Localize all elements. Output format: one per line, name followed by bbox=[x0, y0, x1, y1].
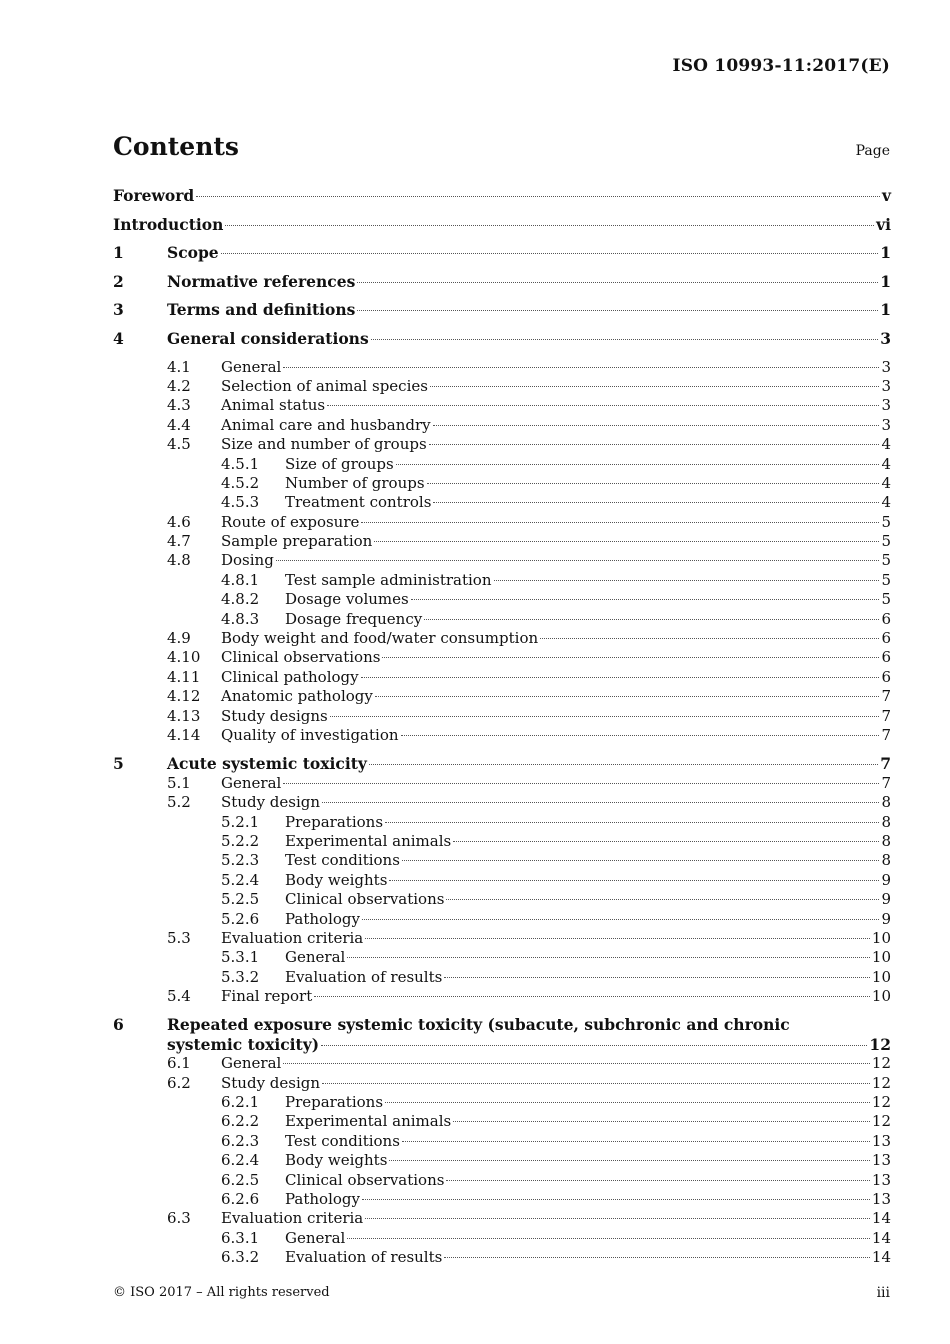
toc-entry-number: 4.4 bbox=[167, 415, 191, 434]
dot-leader bbox=[433, 501, 879, 503]
toc-entry[interactable] bbox=[113, 910, 891, 929]
toc-entry[interactable] bbox=[113, 377, 891, 396]
toc-entry-number: 4.9 bbox=[167, 629, 191, 648]
toc-entry-page: 3 bbox=[881, 396, 891, 415]
toc-entry-page: 13 bbox=[871, 1151, 891, 1170]
toc-entry[interactable] bbox=[113, 832, 891, 851]
toc-entry-number: 5.2.1 bbox=[221, 812, 260, 831]
toc-entry-title: Foreword bbox=[113, 186, 195, 205]
dot-leader bbox=[444, 1256, 870, 1258]
toc-entry-title: Evaluation criteria bbox=[221, 928, 364, 947]
toc-entry-number: 6 bbox=[113, 1015, 124, 1035]
toc-entry-number: 4.3 bbox=[167, 396, 191, 415]
toc-entry[interactable] bbox=[113, 1190, 891, 1209]
dot-leader bbox=[430, 385, 880, 387]
toc-entry-page: 10 bbox=[871, 948, 891, 967]
dot-leader bbox=[322, 801, 879, 803]
toc-entry[interactable] bbox=[113, 532, 891, 551]
toc-entry-title: Number of groups bbox=[285, 473, 425, 492]
toc-entry-title: Evaluation of results bbox=[285, 1248, 443, 1267]
toc-entry-page: 8 bbox=[881, 851, 891, 870]
dot-leader bbox=[361, 521, 879, 523]
dot-leader bbox=[283, 366, 879, 368]
dot-leader bbox=[453, 840, 879, 842]
toc-entry-number: 4.10 bbox=[167, 648, 201, 667]
dot-leader bbox=[276, 559, 880, 561]
toc-entry[interactable] bbox=[113, 435, 891, 454]
toc-entry-title: Final report bbox=[221, 987, 313, 1006]
toc-entry[interactable] bbox=[113, 610, 891, 629]
toc-entry-page: 14 bbox=[871, 1248, 891, 1267]
toc-entry-page: 4 bbox=[881, 473, 891, 492]
toc-entry-page: 5 bbox=[881, 532, 891, 551]
toc-entry-number: 5.2.5 bbox=[221, 890, 260, 909]
toc-entry-number: 5.2 bbox=[167, 793, 191, 812]
dot-leader bbox=[347, 956, 870, 958]
toc-entry-title: Test sample administration bbox=[285, 570, 492, 589]
toc-entry-title: Selection of animal species bbox=[221, 376, 428, 395]
dot-leader bbox=[371, 338, 879, 340]
toc-entry[interactable] bbox=[113, 1074, 891, 1093]
toc-entry[interactable] bbox=[113, 474, 891, 493]
toc-entry[interactable] bbox=[113, 1229, 891, 1248]
toc-entry-page: vi bbox=[876, 214, 891, 234]
toc-entry-title: Size of groups bbox=[285, 454, 394, 473]
toc-entry-number: 4.8.1 bbox=[221, 570, 260, 589]
toc-entry-page: 13 bbox=[871, 1189, 891, 1208]
toc-entry-title: General considerations bbox=[167, 328, 369, 348]
toc-entry[interactable] bbox=[113, 1112, 891, 1131]
toc-entry[interactable] bbox=[113, 1015, 891, 1034]
dot-leader bbox=[411, 598, 880, 600]
toc-entry-title: Evaluation of results bbox=[285, 967, 443, 986]
toc-entry-number: 1 bbox=[113, 243, 124, 263]
toc-entry[interactable] bbox=[113, 929, 891, 948]
toc-entry-page: 14 bbox=[871, 1209, 891, 1228]
toc-entry-page: 12 bbox=[871, 1093, 891, 1112]
toc-entry[interactable] bbox=[113, 300, 891, 329]
toc-entry-page: 3 bbox=[881, 376, 891, 395]
toc-entry-title: Animal status bbox=[221, 396, 326, 415]
dot-leader bbox=[446, 1179, 869, 1181]
toc-entry-title: Body weights bbox=[285, 870, 388, 889]
toc-entry-page: 6 bbox=[881, 648, 891, 667]
toc-entry-page: 10 bbox=[871, 967, 891, 986]
toc-entry[interactable] bbox=[113, 871, 891, 890]
toc-entry-page: 13 bbox=[871, 1170, 891, 1189]
dot-leader bbox=[433, 424, 880, 426]
toc-entry[interactable] bbox=[113, 707, 891, 726]
toc-entry-page: 4 bbox=[881, 435, 891, 454]
toc-entry-number: 6.2.1 bbox=[221, 1093, 260, 1112]
toc-entry-number: 6.2.2 bbox=[221, 1112, 260, 1131]
toc-entry-number: 6.2.4 bbox=[221, 1151, 260, 1170]
dot-leader bbox=[385, 821, 879, 823]
toc-entry-page: 8 bbox=[881, 793, 891, 812]
toc-entry-page: 10 bbox=[871, 987, 891, 1006]
toc-entry-number: 4.7 bbox=[167, 532, 191, 551]
toc-entry-page: 7 bbox=[880, 754, 891, 774]
toc-entry-page: 7 bbox=[881, 773, 891, 792]
dot-leader bbox=[385, 1101, 870, 1103]
dot-leader bbox=[369, 763, 878, 765]
toc-entry-page: 5 bbox=[881, 590, 891, 609]
dot-leader bbox=[362, 1198, 870, 1200]
toc-entry-page: 1 bbox=[880, 243, 891, 263]
toc-entry-number: 5.3.2 bbox=[221, 967, 260, 986]
dot-leader bbox=[382, 656, 879, 658]
toc-entry[interactable] bbox=[113, 754, 891, 773]
toc-entry[interactable] bbox=[113, 968, 891, 987]
toc-entry-title: Body weights bbox=[285, 1151, 388, 1170]
dot-leader bbox=[362, 918, 879, 920]
toc-entry-page: v bbox=[881, 186, 891, 205]
toc-entry-page: 8 bbox=[881, 831, 891, 850]
toc-entry-number: 4.8.2 bbox=[221, 590, 260, 609]
toc-entry[interactable] bbox=[113, 272, 891, 301]
toc-entry-title: Study design bbox=[221, 793, 321, 812]
dot-leader bbox=[321, 1044, 867, 1046]
toc-entry[interactable] bbox=[113, 215, 891, 244]
toc-entry-number: 6.2 bbox=[167, 1073, 191, 1092]
dot-leader bbox=[357, 281, 878, 283]
toc-entry-title: Dosing bbox=[221, 551, 274, 570]
toc-entry-title: Dosage frequency bbox=[285, 609, 423, 628]
toc-entry[interactable] bbox=[113, 1093, 891, 1112]
toc-entry-number: 5.1 bbox=[167, 773, 191, 792]
toc-entry-title: Repeated exposure systemic toxicity (subacute, subchronic and chronic bbox=[167, 1015, 790, 1035]
toc-entry[interactable] bbox=[113, 243, 891, 272]
toc-entry-page: 12 bbox=[869, 1034, 891, 1054]
dot-leader bbox=[424, 618, 879, 620]
toc-entry-title: Test conditions bbox=[285, 1131, 400, 1150]
dot-leader bbox=[402, 859, 880, 861]
toc-entry[interactable] bbox=[113, 629, 891, 648]
toc-entry-number: 5.2.3 bbox=[221, 851, 260, 870]
dot-leader bbox=[361, 676, 880, 678]
toc-entry-title: Treatment controls bbox=[285, 493, 432, 512]
toc-entry-title: Introduction bbox=[113, 214, 224, 234]
toc-entry-title: Body weight and food/water consumption bbox=[221, 629, 539, 648]
toc-entry-page: 3 bbox=[881, 357, 891, 376]
dot-leader bbox=[401, 734, 880, 736]
toc-entry-title: Acute systemic toxicity bbox=[167, 754, 367, 774]
dot-leader bbox=[357, 309, 878, 311]
dot-leader bbox=[225, 224, 874, 226]
toc-entry-number: 6.2.5 bbox=[221, 1170, 260, 1189]
toc-entry-title: Experimental animals bbox=[285, 1112, 452, 1131]
toc-entry-title: Preparations bbox=[285, 1093, 384, 1112]
toc-entry-number: 4.5 bbox=[167, 435, 191, 454]
toc-entry-page: 3 bbox=[880, 328, 891, 348]
toc-entry-title: Clinical observations bbox=[221, 648, 381, 667]
dot-leader bbox=[347, 1237, 870, 1239]
toc-entry-title: Test conditions bbox=[285, 851, 400, 870]
toc-entry-page: 5 bbox=[881, 551, 891, 570]
toc-entry[interactable] bbox=[113, 590, 891, 609]
toc-entry[interactable] bbox=[113, 668, 891, 687]
dot-leader bbox=[453, 1120, 870, 1122]
toc-entry-title: Study design bbox=[221, 1073, 321, 1092]
dot-leader bbox=[402, 1140, 870, 1142]
toc-entry-page: 4 bbox=[881, 454, 891, 473]
toc-entry[interactable] bbox=[113, 813, 891, 832]
toc-entry-number: 5.2.4 bbox=[221, 870, 260, 889]
toc-entry-title: General bbox=[221, 1054, 282, 1073]
toc-entry[interactable] bbox=[113, 948, 891, 967]
toc-entry-number: 4.11 bbox=[167, 667, 201, 686]
toc-entry-title: Pathology bbox=[285, 909, 360, 928]
toc-entry-number: 4.5.3 bbox=[221, 493, 260, 512]
dot-leader bbox=[375, 695, 880, 697]
toc-entry[interactable] bbox=[113, 358, 891, 377]
toc-entry-number: 4.5.1 bbox=[221, 454, 260, 473]
toc-entry-number: 5.2.2 bbox=[221, 831, 260, 850]
toc-entry-page: 7 bbox=[881, 706, 891, 725]
toc-entry-number: 4.1 bbox=[167, 357, 191, 376]
toc-entry-number: 4.6 bbox=[167, 512, 191, 531]
toc-entry-title: Evaluation criteria bbox=[221, 1209, 364, 1228]
toc-entry-title: General bbox=[285, 948, 346, 967]
toc-entry-number: 6.3 bbox=[167, 1209, 191, 1228]
toc-entry-page: 9 bbox=[881, 870, 891, 889]
toc-entry-title: Clinical observations bbox=[285, 1170, 445, 1189]
dot-leader bbox=[429, 443, 880, 445]
footer-page-number: iii bbox=[876, 1285, 890, 1301]
toc-entry-number: 5 bbox=[113, 754, 124, 774]
toc-entry[interactable] bbox=[113, 890, 891, 909]
toc-entry-title: Experimental animals bbox=[285, 831, 452, 850]
toc-entry-page: 9 bbox=[881, 909, 891, 928]
toc-entry-title: General bbox=[285, 1228, 346, 1247]
toc-entry[interactable] bbox=[113, 513, 891, 532]
toc-entry-title: General bbox=[221, 357, 282, 376]
toc-entry-number: 6.3.1 bbox=[221, 1228, 260, 1247]
toc-entry-number: 4.8.3 bbox=[221, 609, 260, 628]
dot-leader bbox=[322, 1082, 870, 1084]
toc-entry-number: 2 bbox=[113, 271, 124, 291]
toc-entry-page: 6 bbox=[881, 667, 891, 686]
dot-leader bbox=[330, 715, 880, 717]
toc-entry-number: 6.2.6 bbox=[221, 1189, 260, 1208]
toc-entry-page: 8 bbox=[881, 812, 891, 831]
toc-entry-title: Terms and definitions bbox=[167, 300, 356, 320]
toc-entry-title-continued: systemic toxicity) bbox=[167, 1034, 320, 1054]
toc-entry-title: Clinical pathology bbox=[221, 667, 359, 686]
toc-entry-page: 13 bbox=[871, 1131, 891, 1150]
page-title: Contents bbox=[113, 132, 240, 161]
toc-entry-continuation[interactable] bbox=[113, 1035, 891, 1054]
toc-entry-number: 3 bbox=[113, 300, 124, 320]
toc-entry[interactable] bbox=[113, 1248, 891, 1267]
toc-entry-title: Pathology bbox=[285, 1189, 360, 1208]
toc-entry-page: 6 bbox=[881, 629, 891, 648]
toc-entry[interactable] bbox=[113, 726, 891, 745]
dot-leader bbox=[365, 937, 870, 939]
toc-entry-page: 5 bbox=[881, 512, 891, 531]
toc-entry-title: Quality of investigation bbox=[221, 725, 399, 744]
toc-entry-page: 12 bbox=[871, 1073, 891, 1092]
dot-leader bbox=[427, 482, 880, 484]
toc-entry[interactable] bbox=[113, 551, 891, 570]
toc-entry[interactable] bbox=[113, 455, 891, 474]
dot-leader bbox=[314, 995, 870, 997]
toc-entry[interactable] bbox=[113, 687, 891, 706]
toc-entry-page: 7 bbox=[881, 687, 891, 706]
toc-entry-page: 1 bbox=[880, 271, 891, 291]
toc-entry[interactable] bbox=[113, 329, 891, 358]
toc-entry-page: 9 bbox=[881, 890, 891, 909]
toc-entry-number: 4.13 bbox=[167, 706, 201, 725]
dot-leader bbox=[283, 1062, 870, 1064]
toc-entry-page: 6 bbox=[881, 609, 891, 628]
toc-entry[interactable] bbox=[113, 1054, 891, 1073]
dot-leader bbox=[540, 637, 879, 639]
toc-entry-number: 4.2 bbox=[167, 376, 191, 395]
toc-entry-title: Animal care and husbandry bbox=[221, 415, 431, 434]
dot-leader bbox=[327, 404, 879, 406]
dot-leader bbox=[365, 1217, 870, 1219]
toc-entry[interactable] bbox=[113, 1209, 891, 1228]
toc-entry-page: 7 bbox=[881, 725, 891, 744]
toc-entry-number: 6.2.3 bbox=[221, 1131, 260, 1150]
toc-entry-page: 5 bbox=[881, 570, 891, 589]
toc-entry-title: Clinical observations bbox=[285, 890, 445, 909]
toc-entry-number: 5.3 bbox=[167, 928, 191, 947]
toc-entry-number: 6.3.2 bbox=[221, 1248, 260, 1267]
toc-entry-number: 4.5.2 bbox=[221, 473, 260, 492]
toc-entry[interactable] bbox=[113, 793, 891, 812]
toc-entry-page: 4 bbox=[881, 493, 891, 512]
dot-leader bbox=[283, 782, 879, 784]
toc-entry[interactable] bbox=[113, 493, 891, 512]
toc-entry[interactable] bbox=[113, 774, 891, 793]
toc-entry-page: 14 bbox=[871, 1228, 891, 1247]
toc-entry-number: 4.12 bbox=[167, 687, 201, 706]
toc-entry[interactable] bbox=[113, 648, 891, 667]
toc-entry-title: General bbox=[221, 773, 282, 792]
toc-entry-page: 12 bbox=[871, 1054, 891, 1073]
toc-entry-number: 5.3.1 bbox=[221, 948, 260, 967]
toc-entry-title: Study designs bbox=[221, 706, 328, 725]
toc-entry-title: Dosage volumes bbox=[285, 590, 409, 609]
toc-entry-title: Size and number of groups bbox=[221, 435, 427, 454]
toc-entry-title: Normative references bbox=[167, 271, 356, 291]
toc-entry-number: 6.1 bbox=[167, 1054, 191, 1073]
toc-entry[interactable] bbox=[113, 571, 891, 590]
toc-entry-title: Route of exposure bbox=[221, 512, 360, 531]
toc-entry-page: 10 bbox=[871, 928, 891, 947]
toc-entry-page: 3 bbox=[881, 415, 891, 434]
dot-leader bbox=[221, 252, 879, 254]
dot-leader bbox=[374, 540, 879, 542]
toc-entry[interactable] bbox=[113, 1151, 891, 1170]
page-column-label: Page bbox=[855, 143, 890, 159]
copyright-footer: © ISO 2017 – All rights reserved bbox=[113, 1285, 330, 1300]
toc-entry[interactable] bbox=[113, 851, 891, 870]
table-of-contents bbox=[113, 186, 891, 1268]
toc-entry[interactable] bbox=[113, 186, 891, 215]
toc-entry-title: Scope bbox=[167, 243, 219, 263]
toc-entry[interactable] bbox=[113, 1132, 891, 1151]
toc-entry-number: 5.4 bbox=[167, 987, 191, 1006]
toc-entry[interactable] bbox=[113, 987, 891, 1006]
dot-leader bbox=[444, 976, 870, 978]
toc-entry-page: 12 bbox=[871, 1112, 891, 1131]
dot-leader bbox=[396, 463, 880, 465]
toc-entry-number: 4 bbox=[113, 328, 124, 348]
document-id: ISO 10993-11:2017(E) bbox=[672, 56, 890, 76]
toc-entry-number: 4.14 bbox=[167, 725, 201, 744]
toc-entry-number: 5.2.6 bbox=[221, 909, 260, 928]
dot-leader bbox=[389, 879, 879, 881]
toc-entry-number: 4.8 bbox=[167, 551, 191, 570]
dot-leader bbox=[446, 898, 879, 900]
toc-entry-title: Sample preparation bbox=[221, 532, 373, 551]
dot-leader bbox=[389, 1159, 870, 1161]
dot-leader bbox=[494, 579, 880, 581]
toc-entry-page: 1 bbox=[880, 300, 891, 320]
toc-entry-title: Anatomic pathology bbox=[221, 687, 373, 706]
toc-entry[interactable] bbox=[113, 416, 891, 435]
dot-leader bbox=[196, 195, 880, 197]
toc-entry[interactable] bbox=[113, 1171, 891, 1190]
toc-entry[interactable] bbox=[113, 396, 891, 415]
toc-entry-title: Preparations bbox=[285, 812, 384, 831]
